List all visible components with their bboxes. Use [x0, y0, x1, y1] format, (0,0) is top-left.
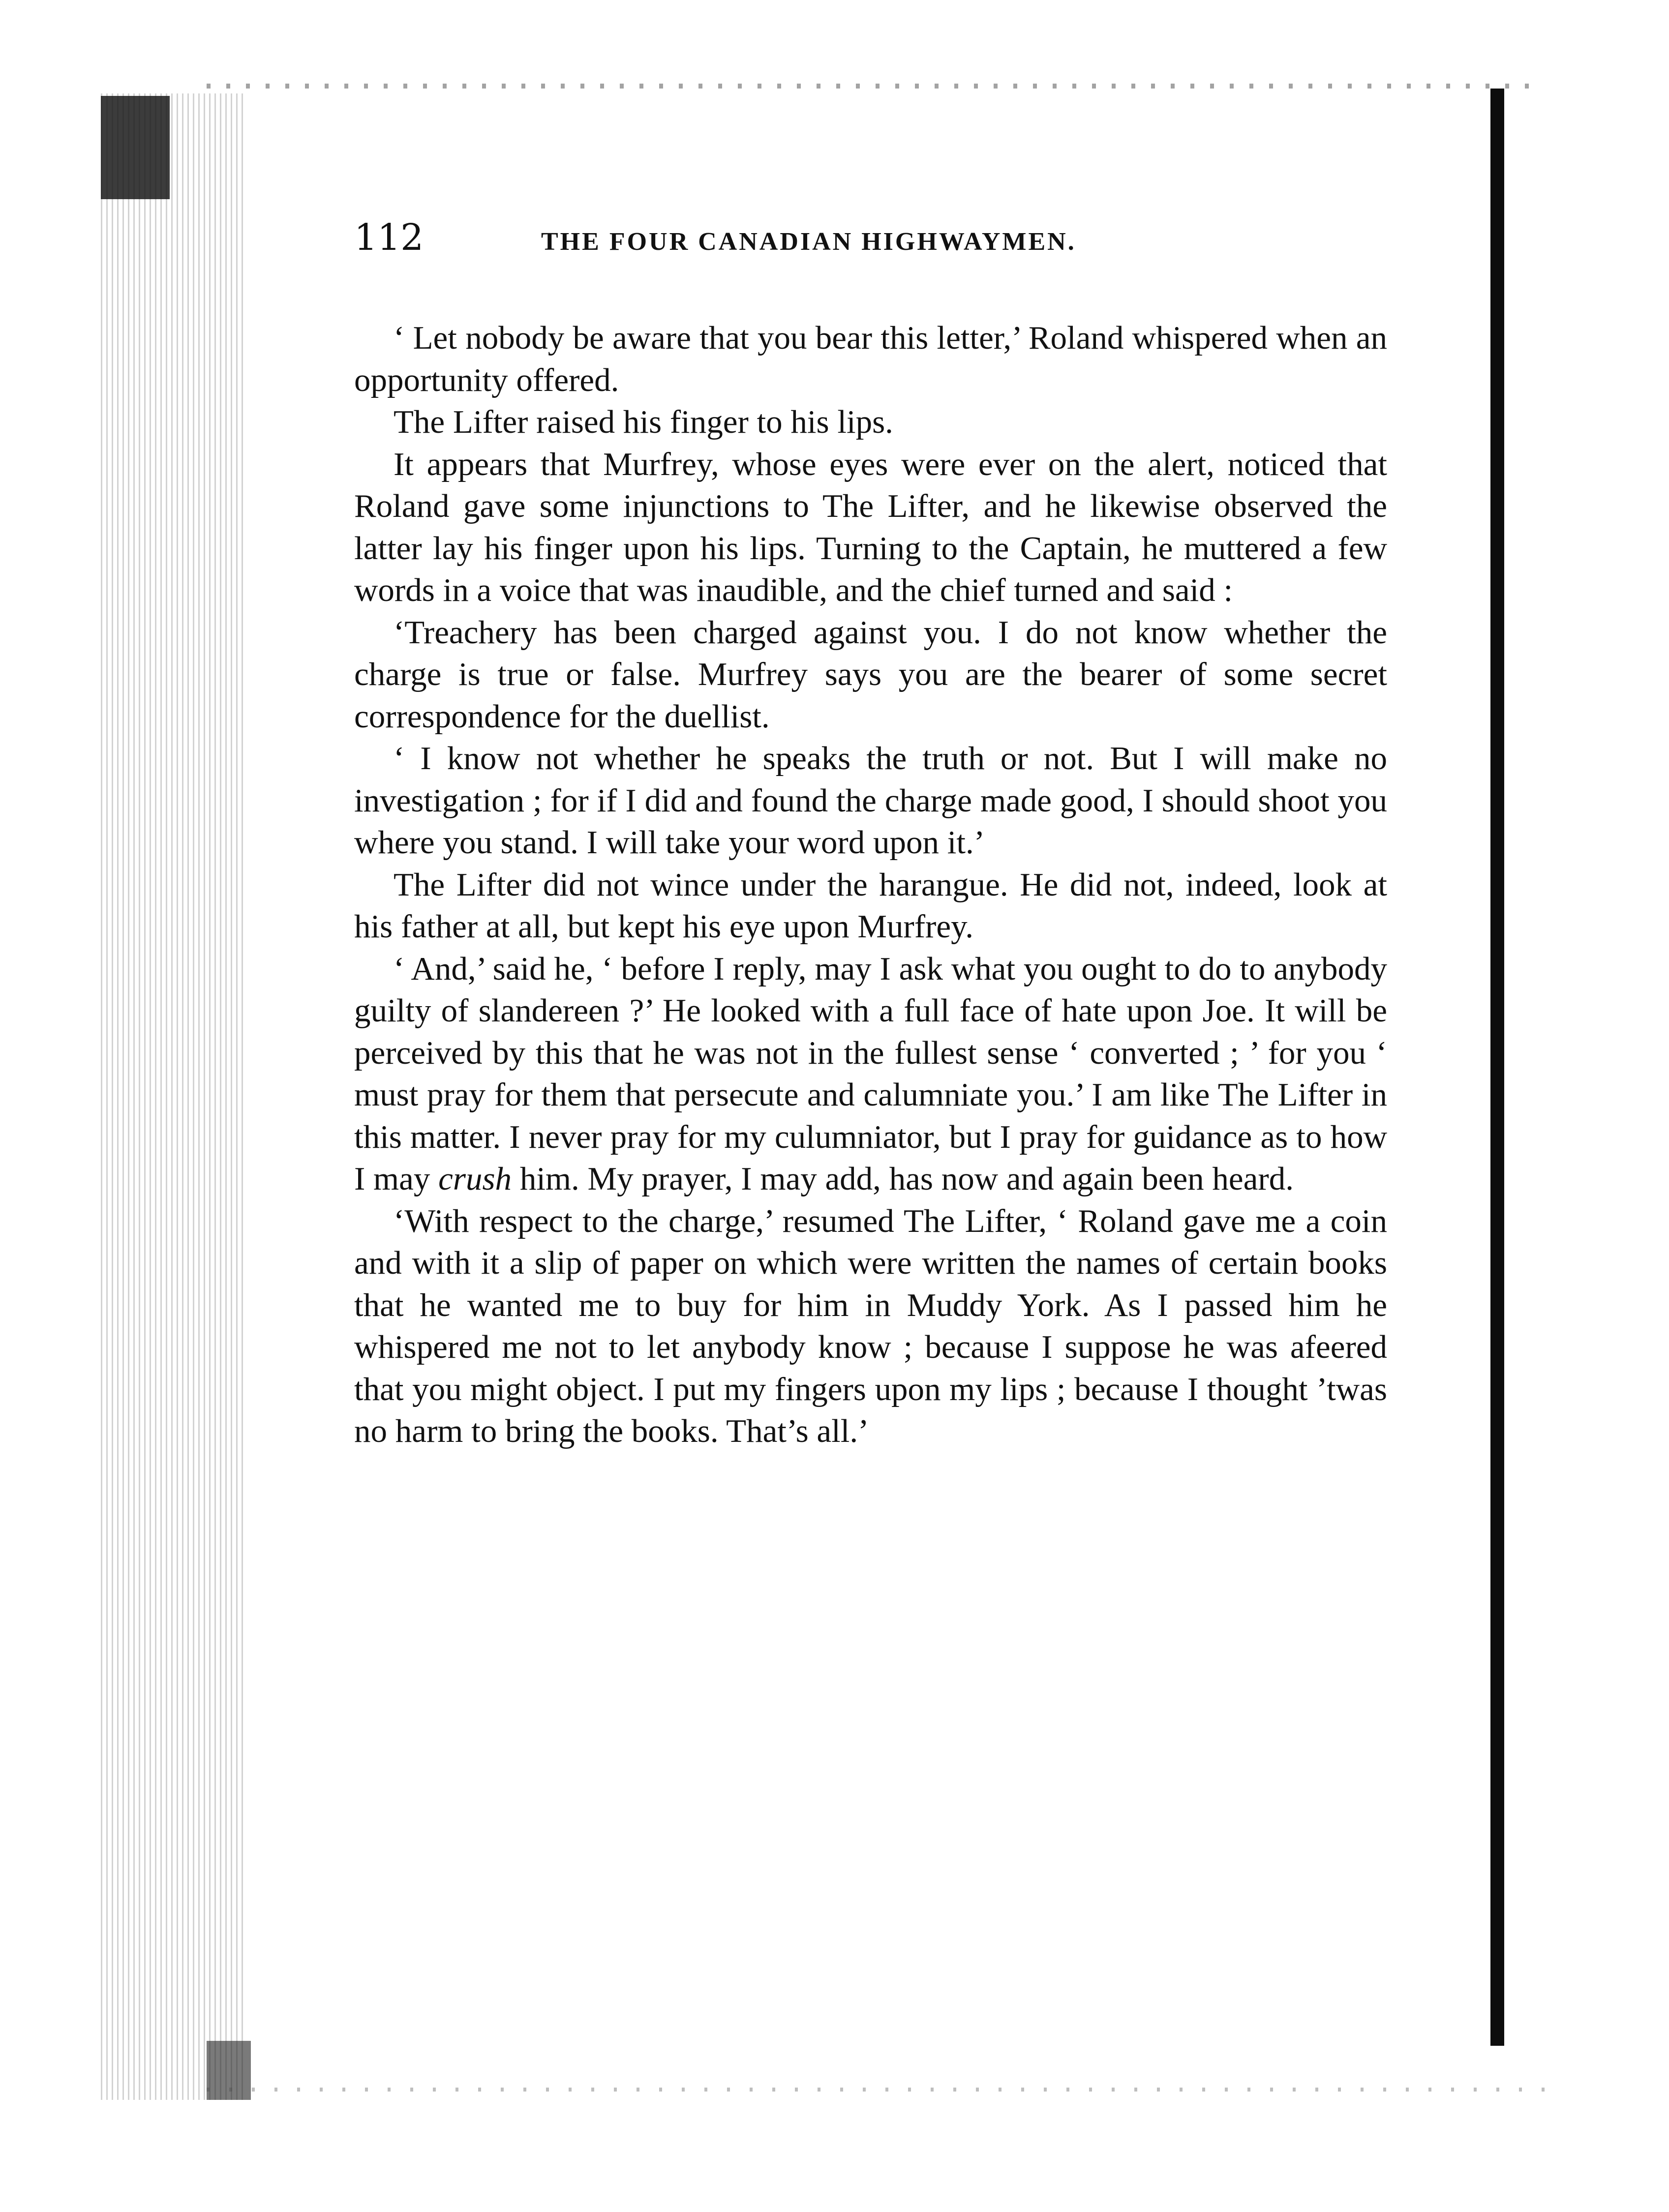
- running-head: [354, 216, 1387, 270]
- book-page: [354, 216, 1387, 1453]
- body-text: [354, 317, 1387, 1453]
- paragraph: [354, 948, 1387, 1200]
- page-number: 112: [354, 216, 424, 259]
- running-title: THE FOUR CANADIAN HIGHWAYMEN.: [541, 228, 1076, 256]
- paragraph: It appears that Murfrey, whose eyes were ever on the alert, noticed that Roland gave some injunctions to The Lifter, and he likewise observed the latter lay his finger upon his lips. Turning to the Captain, he muttered a few words in a voice that was inaudible, and the chief turned and said :: [354, 446, 1387, 608]
- paragraph-text: ‘ And,’ said he, ‘ before I reply, may I ask what you ought to do to anybody guilty of slandereen ?’ He looked with a full face of hate upon Joe. It will be perceived by this that he was not in the fullest sense ‘ converted ; ’ for you ‘ must pray for them that persecute and calumniate you.’ I am like The Lifter in this matter. I never pray for my culumniator, but I pray for guidance as to how I may: [354, 950, 1387, 1197]
- paragraph: ‘ I know not whether he speaks the truth or not. But I will make no investigation ; for if I did and found the charge made good, I should shoot you where you stand. I will take your word upon it.’: [354, 740, 1387, 861]
- scan-edge-right: [1490, 89, 1504, 2046]
- paragraph: ‘ Let nobody be aware that you bear this letter,’ Roland whispered when an opportunity offered.: [354, 320, 1387, 398]
- paragraph-text: him. My prayer, I may add, has now and again been heard.: [512, 1161, 1294, 1197]
- binding-shadow: [101, 96, 170, 199]
- paragraph: The Lifter raised his finger to his lips.: [394, 404, 893, 440]
- emphasized-word: crush: [438, 1161, 512, 1197]
- page-gutter-shadow: [101, 93, 243, 2100]
- scan-edge-bottom: [207, 2088, 1545, 2092]
- paragraph: ‘Treachery has been charged against you. I do not know whether the charge is true or false. Murfrey says you are the bearer of some secret correspondence for the duellist.: [354, 614, 1387, 735]
- scan-edge-top: [207, 84, 1535, 89]
- paragraph: The Lifter did not wince under the harangue. He did not, indeed, look at his father at all, but kept his eye upon Murfrey.: [354, 866, 1387, 945]
- paragraph: ‘With respect to the charge,’ resumed The Lifter, ‘ Roland gave me a coin and with it a slip of paper on which were written the names of certain books that he wanted me to buy for him in Muddy York. As I passed him he whispered me not to let anybody know ; because I suppose he was afeered that you might object. I put my fingers upon my lips ; because I thought ’twas no harm to bring the books. That’s all.’: [354, 1202, 1387, 1449]
